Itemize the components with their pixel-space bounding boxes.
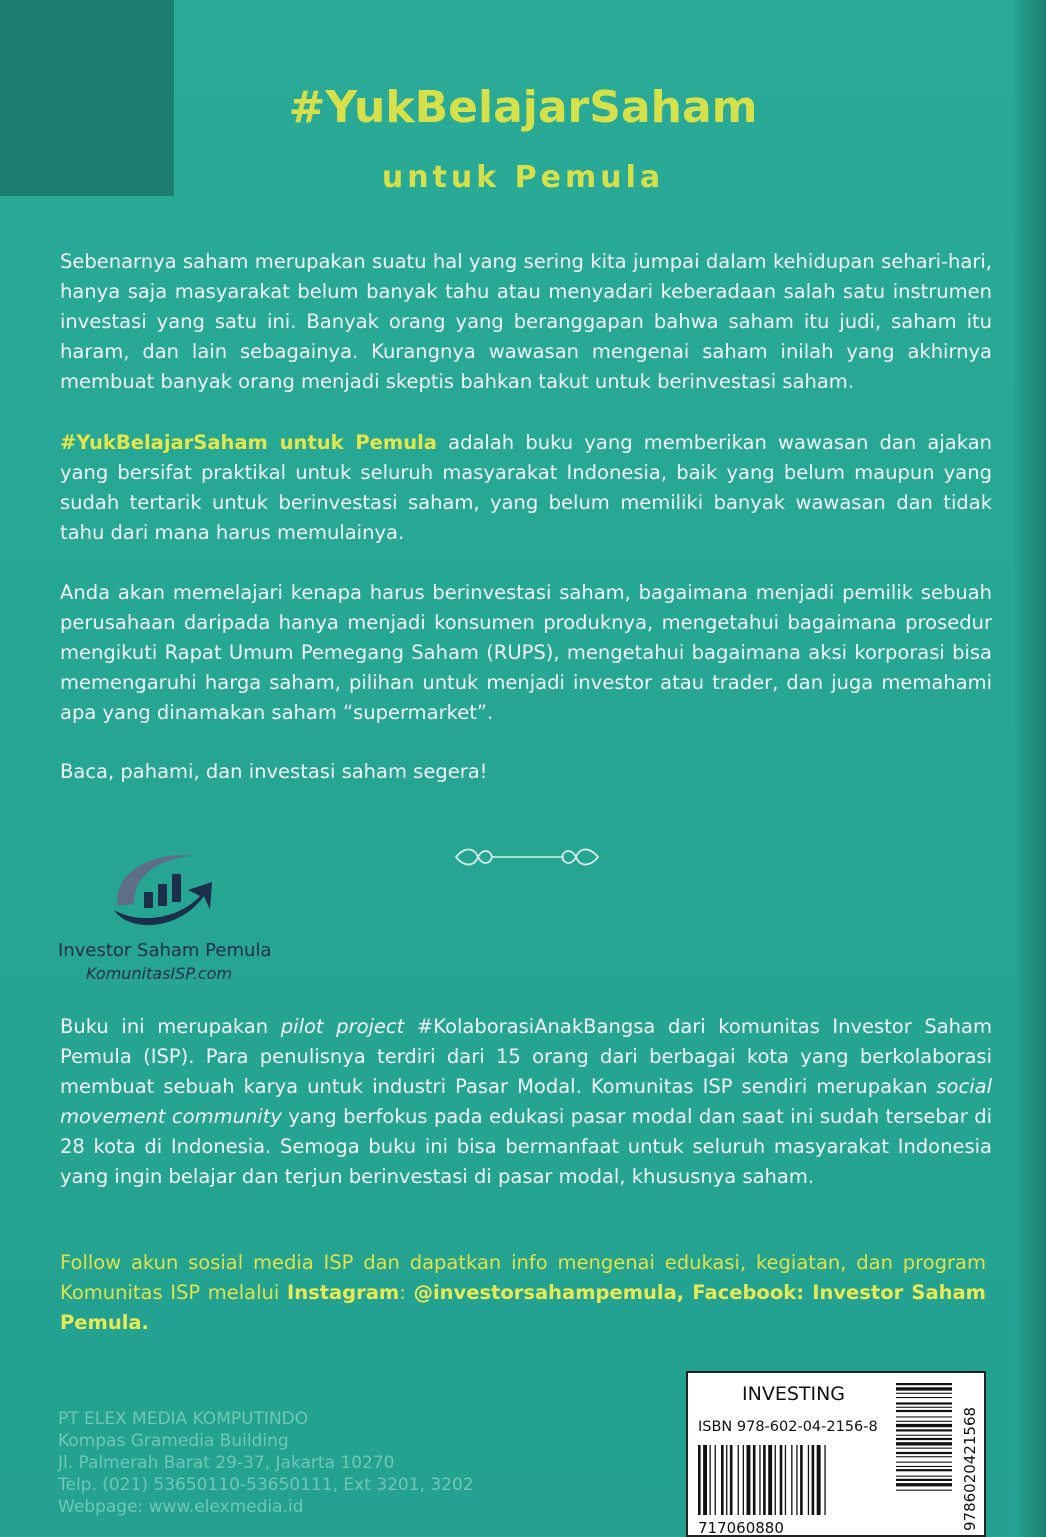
logo-name: Investor Saham Pemula: [58, 940, 272, 961]
publisher-phone: Telp. (021) 53650110-53650111, Ext 3201, 3202: [58, 1475, 474, 1495]
blurb-highlight: #YukBelajarSaham untuk Pemula: [60, 431, 437, 454]
barcode-label: [686, 1371, 986, 1537]
follow-paragraph: [60, 1248, 986, 1338]
blurb-paragraph-2-text: adalah buku yang memberikan wawasan dan ajakan yang bersifat praktikal untuk seluruh masyarakat Indonesia, baik yang belum maupun yang sudah tertarik untuk berinvestasi saham, yang belum memiliki banyak wawasan dan tidak tahu dari mana harus memulainya.: [60, 431, 992, 544]
follow-instagram-label: Instagram: [286, 1281, 400, 1304]
blurb-paragraph-3: Anda akan memelajari kenapa harus berinvestasi saham, bagaimana menjadi pemilik sebuah perusahaan daripada hanya menjadi konsumen produknya, mengetahui bagaimana prosedur mengikuti Rapat Umum Pemegang Saham (RUPS), mengetahui bagaimana aksi korporasi bisa memengaruhi harga saham, pilihan untuk menjadi investor atau trader, dan juga memahami apa yang dinamakan saham “supermarket”.: [60, 581, 992, 724]
barcode-bars-icon: [698, 1445, 888, 1515]
community-italic-1: pilot project: [280, 1015, 405, 1038]
ornament-divider-icon: [452, 842, 602, 872]
follow-text-1: Follow akun sosial media ISP dan dapatkan info mengenai edukasi, kegiatan, dan program Komunitas ISP melalui: [60, 1251, 986, 1304]
barcode-category: INVESTING: [742, 1383, 846, 1405]
community-text-3: yang berfokus pada edukasi pasar modal dan saat ini sudah tersebar di 28 kota di Indonesia. Semoga buku ini bisa bermanfaat untuk seluruh masyarakat Indonesia yang ingin belajar dan terjun berinvestasi di pasar modal, khususnya saham.: [60, 1105, 992, 1188]
community-text-1: Buku ini merupakan: [60, 1015, 281, 1038]
publisher-name: PT ELEX MEDIA KOMPUTINDO: [58, 1409, 309, 1429]
barcode-side-bars-icon: [896, 1383, 952, 1523]
publisher-info: [58, 1408, 474, 1518]
community-italic-2: social movement community: [60, 1075, 992, 1128]
barcode-bottom-digits: 717060880: [698, 1519, 784, 1537]
follow-text-2: :: [399, 1281, 414, 1304]
blurb-paragraph-1: Sebenarnya saham merupakan suatu hal yang sering kita jumpai dalam kehidupan sehari-hari, hanya saja masyarakat belum banyak tahu atau menyadari keberadaan salah satu instrumen investasi yang satu ini. Banyak orang yang beranggapan bahwa saham itu judi, saham itu haram, dan lain sebagainya. Kurangnya wawasan mengenai saham inilah yang akhirnya membuat banyak orang menjadi skeptis bahkan takut untuk berinvestasi saham.: [60, 250, 992, 393]
book-title: #YukBelajarSaham: [288, 82, 758, 133]
community-text-2: #KolaborasiAnakBangsa dari komunitas Investor Saham Pemula (ISP). Para penulisnya terdiri dari 15 orang dari berbagai kota yang berkolaborasi membuat sebuah karya untuk industri Pasar Modal. Komunitas ISP sendiri merupakan: [60, 1015, 992, 1098]
blurb-paragraph-4: Baca, pahami, dan investasi saham segera!: [60, 760, 488, 783]
spine-edge: [1014, 0, 1046, 1537]
publisher-building: Kompas Gramedia Building: [58, 1431, 289, 1451]
barcode-isbn: ISBN 978-602-04-2156-8: [698, 1419, 878, 1435]
logo-url: KomunitasISP.com: [86, 964, 233, 983]
publisher-web: Webpage: www.elexmedia.id: [58, 1497, 304, 1517]
isp-logo-icon: [108, 846, 216, 932]
barcode-vertical-digits: 9786020421568: [961, 1406, 979, 1531]
blurb-paragraph-2: [60, 428, 992, 548]
community-paragraph: [60, 1012, 992, 1192]
publisher-address: Jl. Palmerah Barat 29-37, Jakarta 10270: [58, 1453, 395, 1473]
book-subtitle: untuk Pemula: [381, 160, 665, 195]
follow-accounts: @investorsahampemula, Facebook: Investor Saham Pemula.: [60, 1281, 986, 1334]
